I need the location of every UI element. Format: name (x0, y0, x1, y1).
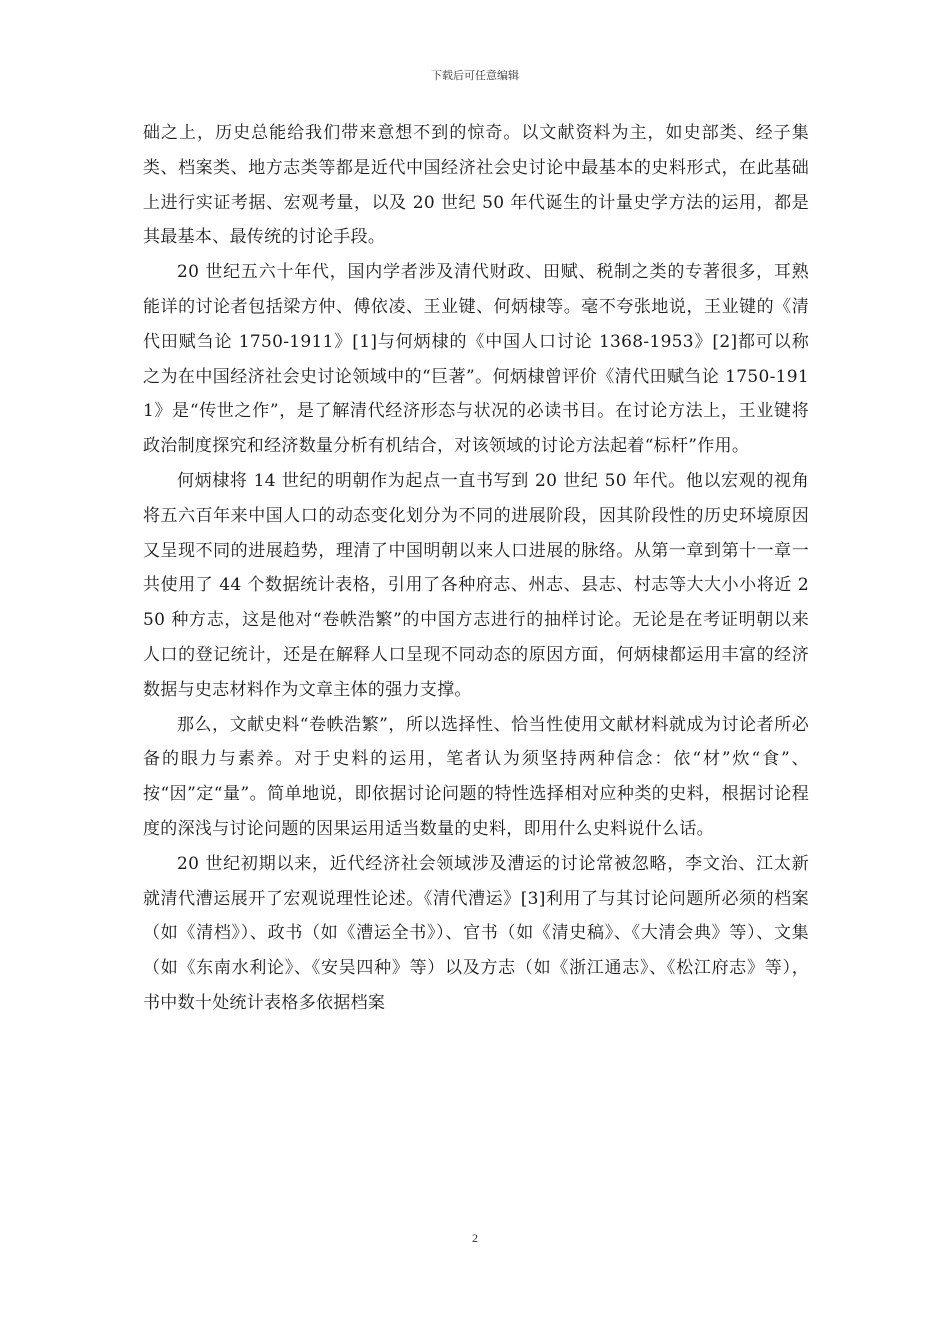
page-header: 下载后可任意编辑 (431, 69, 519, 82)
paragraph-grain-transport: 20 世纪初期以来，近代经济社会领域涉及漕运的讨论常被忽略，李文治、江太新就清代漕运展开了宏观说理性论述。《清代漕运》[3]利用了与其讨论问题所必须的档案（如《清档》）、政书（如《漕运全书》）、官书（如《清史稿》、《大清会典》等）、文集（如《东南水利论》、《安吴四种》等）以及方志（如《浙江通志》、《松江府志》等），书中数十处统计表格多依据档案 (143, 853, 809, 1013)
document-body (143, 116, 809, 1021)
paragraph-he-bingdi: 何炳棣将 14 世纪的明朝作为起点一直书写到 20 世纪 50 年代。他以宏观的视角将五六百年来中国人口的动态变化划分为不同的进展阶段，因其阶段性的历史环境原因又呈现不同的进展趋势，理清了中国明朝以来人口进展的脉络。从第一章到第十一章一共使用了 44 个数据统计表格，引用了各种府志、州志、县志、村志等大大小小将近 250 种方志，这是他对“卷帙浩繁”的中国方志进行的抽样讨论。无论是在考证明朝以来人口的登记统计，还是在解释人口呈现不同动态的原因方面，何炳棣都运用丰富的经济数据与史志材料作为文章主体的强力支撑。 (143, 470, 809, 700)
page-number: 2 (472, 1231, 478, 1245)
paragraph-wang-yejian: 20 世纪五六十年代，国内学者涉及清代财政、田赋、税制之类的专著很多，耳熟能详的讨论者包括梁方仲、傅依凌、王业键、何炳棣等。毫不夸张地说，王业键的《清代田赋刍论 1750-1911》[1]与何炳棣的《中国人口讨论 1368-1953》[2]都可以称之为在中国经济社会史讨论领域中的“巨著”。何炳棣曾评价《清代田赋刍论 1750-1911》是“传世之作”，是了解清代经济形态与状况的必读书目。在讨论方法上，王业键将政治制度探究和经济数量分析有机结合，对该领域的讨论方法起着“标杆”作用。 (143, 262, 809, 457)
paragraph-continuation: 础之上，历史总能给我们带来意想不到的惊奇。以文献资料为主，如史部类、经子集类、档案类、地方志类等都是近代中国经济社会史讨论中最基本的史料形式，在此基础上进行实证考据、宏观考量，以及 20 世纪 50 年代诞生的计量史学方法的运用，都是其最基本、最传统的讨论手段。 (143, 123, 809, 248)
paragraph-source-selection: 那么，文献史料“卷帙浩繁”，所以选择性、恰当性使用文献材料就成为讨论者所必备的眼力与素养。对于史料的运用，笔者认为须坚持两种信念：依“材”炊“食”、按“因”定“量”。简单地说，即依据讨论问题的特性选择相对应种类的史料，根据讨论程度的深浅与讨论问题的因果运用适当数量的史料，即用什么史料说什么话。 (143, 714, 809, 839)
